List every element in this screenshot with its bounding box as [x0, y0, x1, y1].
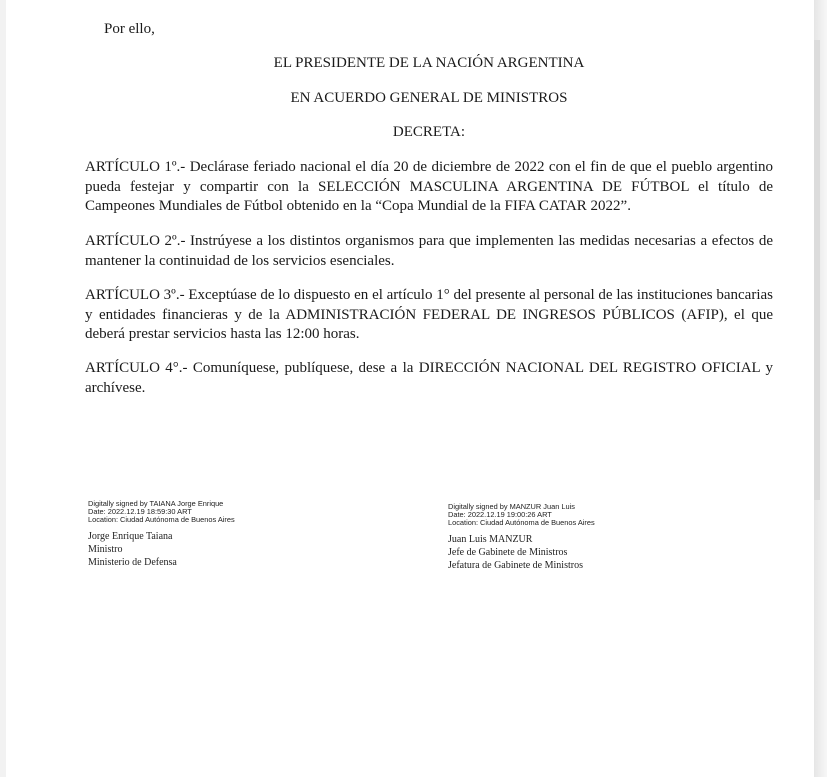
heading-decreta: DECRETA:	[392, 124, 466, 140]
signature-1-signed-by: Digitally signed by TAIANA Jorge Enrique	[88, 499, 224, 508]
article-2: ARTÍCULO 2º.- Instrúyese a los distintos organismos para que implementen las medidas necesarias a efectos de mantener la continuidad de los servicios esenciales.	[85, 233, 773, 269]
signature-2-department: Jefatura de Gabinete de Ministros	[448, 560, 583, 571]
signature-1-date: Date: 2022.12.19 18:59:30 ART	[88, 507, 192, 516]
signature-2-role: Jefe de Gabinete de Ministros	[448, 547, 568, 558]
article-3: ARTÍCULO 3º.- Exceptúase de lo dispuesto en el artículo 1° del presente al personal de las instituciones bancarias y entidades financieras y de la ADMINISTRACIÓN FEDERAL DE INGRESOS PÚBLICOS (AFIP), el que deberá prestar servicios hasta las 12:00 horas.	[85, 287, 773, 342]
signature-2-date: Date: 2022.12.19 19:00:26 ART	[448, 510, 552, 519]
article-1: ARTÍCULO 1º.- Declárase feriado nacional el día 20 de diciembre de 2022 con el fin de que el pueblo argentino pueda festejar y compartir con la SELECCIÓN MASCULINA ARGENTINA DE FÚTBOL el título de Campeones Mundiales de Fútbol obtenido en la “Copa Mundial de la FIFA CATAR 2022”.	[85, 159, 773, 214]
signature-1-location: Location: Ciudad Autónoma de Buenos Aires	[88, 515, 235, 524]
scrollbar[interactable]	[814, 40, 820, 500]
signature-1-name: Jorge Enrique Taiana	[88, 531, 173, 542]
signature-1-role: Ministro	[88, 544, 123, 555]
signature-2-name: Juan Luis MANZUR	[448, 534, 533, 545]
signature-2-signed-by: Digitally signed by MANZUR Juan Luis	[448, 502, 575, 511]
heading-agreement: EN ACUERDO GENERAL DE MINISTROS	[290, 90, 568, 106]
signature-2-location: Location: Ciudad Autónoma de Buenos Aires	[448, 518, 595, 527]
intro-text: Por ello,	[104, 21, 155, 37]
article-4: ARTÍCULO 4°.- Comuníquese, publíquese, dese a la DIRECCIÓN NACIONAL DEL REGISTRO OFICIAL y archívese.	[85, 360, 773, 396]
heading-president: EL PRESIDENTE DE LA NACIÓN ARGENTINA	[273, 55, 585, 71]
signature-1-department: Ministerio de Defensa	[88, 557, 177, 568]
